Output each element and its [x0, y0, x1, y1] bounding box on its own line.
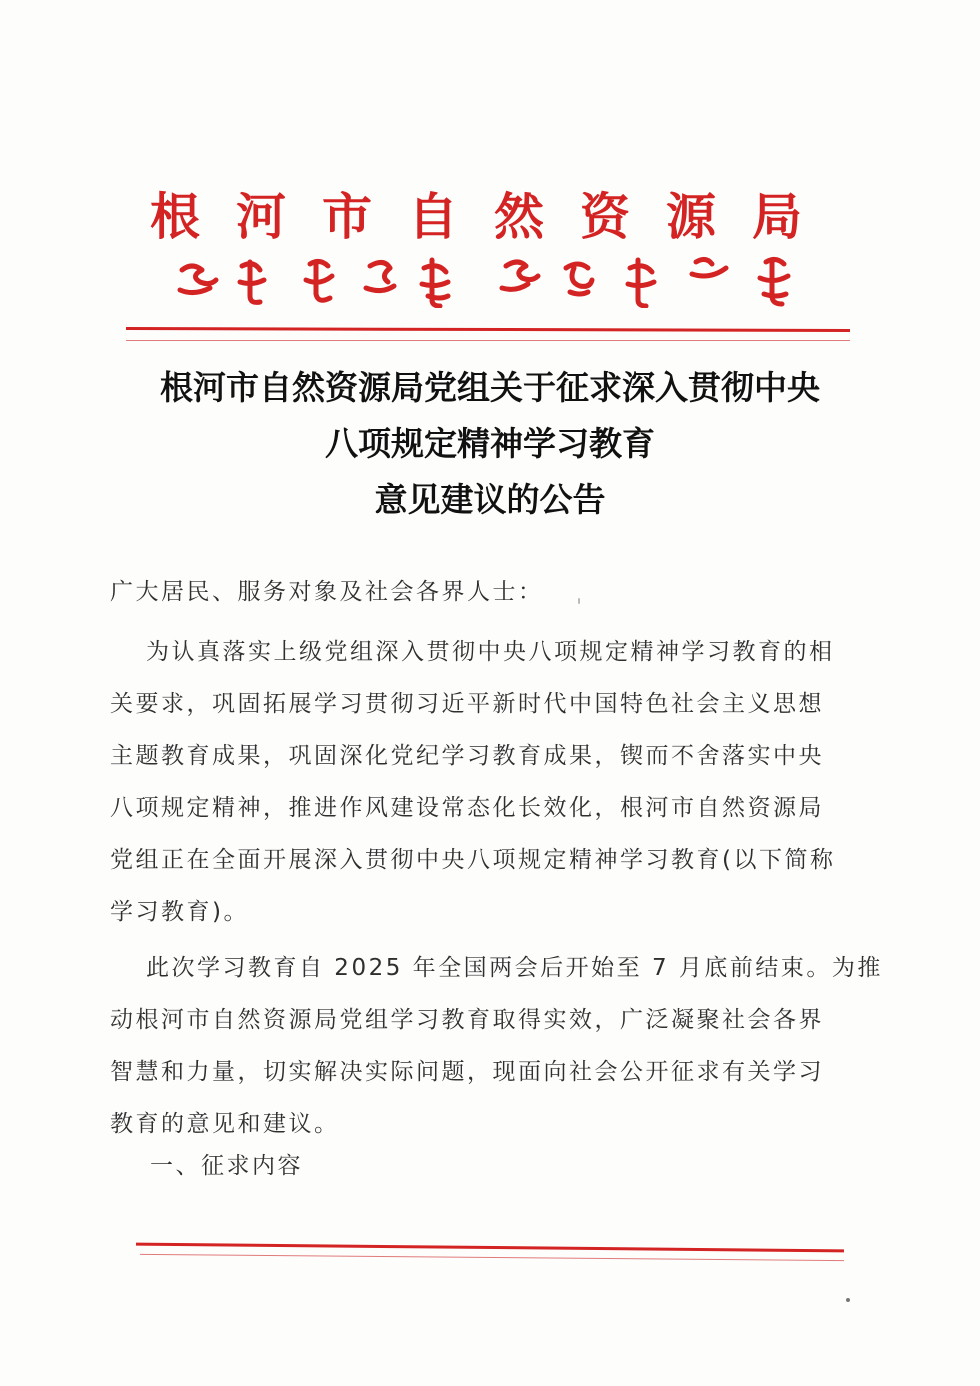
paragraph-line: 关要求，巩固拓展学习贯彻习近平新时代中国特色社会主义思想: [110, 691, 824, 717]
mongolian-word-8: [628, 260, 654, 306]
paragraph-line: 学习教育)。: [110, 899, 249, 925]
scan-speck: [846, 1298, 850, 1302]
mongolian-word-10: [760, 259, 788, 304]
footer-rule: [136, 1243, 844, 1253]
salutation: 广大居民、服务对象及社会各界人士：: [110, 579, 544, 605]
title-line-3: 意见建议的公告: [374, 480, 606, 519]
mongolian-word-9: [692, 259, 726, 276]
mongolian-word-5: [422, 260, 448, 306]
letterhead-rule: [126, 327, 850, 332]
paragraph-line: 党组正在全面开展深入贯彻中央八项规定精神学习教育(以下简称: [110, 847, 836, 873]
mongolian-word-4: [366, 262, 394, 290]
paragraph-line: 为认真落实上级党组深入贯彻中央八项规定精神学习教育的相: [146, 639, 835, 665]
title-line-1: 根河市自然资源局党组关于征求深入贯彻中央: [160, 368, 820, 407]
paragraph-line: 此次学习教育自 2025 年全国两会后开始至 7 月底前结束。为推: [146, 955, 883, 981]
paragraph-line: 动根河市自然资源局党组学习教育取得实效，广泛凝聚社会各界: [110, 1007, 824, 1033]
paragraph-1: [110, 626, 870, 938]
paragraph-2: [110, 942, 883, 1150]
mongolian-word-3: [306, 261, 332, 300]
letterhead-rule-thin: [126, 340, 850, 341]
document-title: [100, 360, 880, 528]
section-heading-1: 一、征求内容: [150, 1153, 303, 1179]
mongolian-word-6: [502, 262, 538, 289]
letterhead-org-name: 根河市自然资源局: [150, 187, 838, 246]
paragraph-line: 主题教育成果，巩固深化党纪学习教育成果，锲而不舍落实中央: [110, 743, 824, 769]
mongolian-word-1: [180, 266, 216, 293]
paragraph-line: 教育的意见和建议。: [110, 1111, 340, 1137]
paragraph-line: 八项规定精神，推进作风建设常态化长效化，根河市自然资源局: [110, 795, 824, 821]
scan-speck: [578, 598, 580, 604]
mongolian-word-7: [566, 264, 592, 294]
letterhead-mongolian-script: [170, 248, 810, 308]
mongolian-word-2: [240, 262, 264, 302]
title-line-2: 八项规定精神学习教育: [325, 424, 655, 463]
footer-rule-thin: [140, 1254, 844, 1261]
paragraph-line: 智慧和力量，切实解决实际问题，现面向社会公开征求有关学习: [110, 1059, 824, 1085]
